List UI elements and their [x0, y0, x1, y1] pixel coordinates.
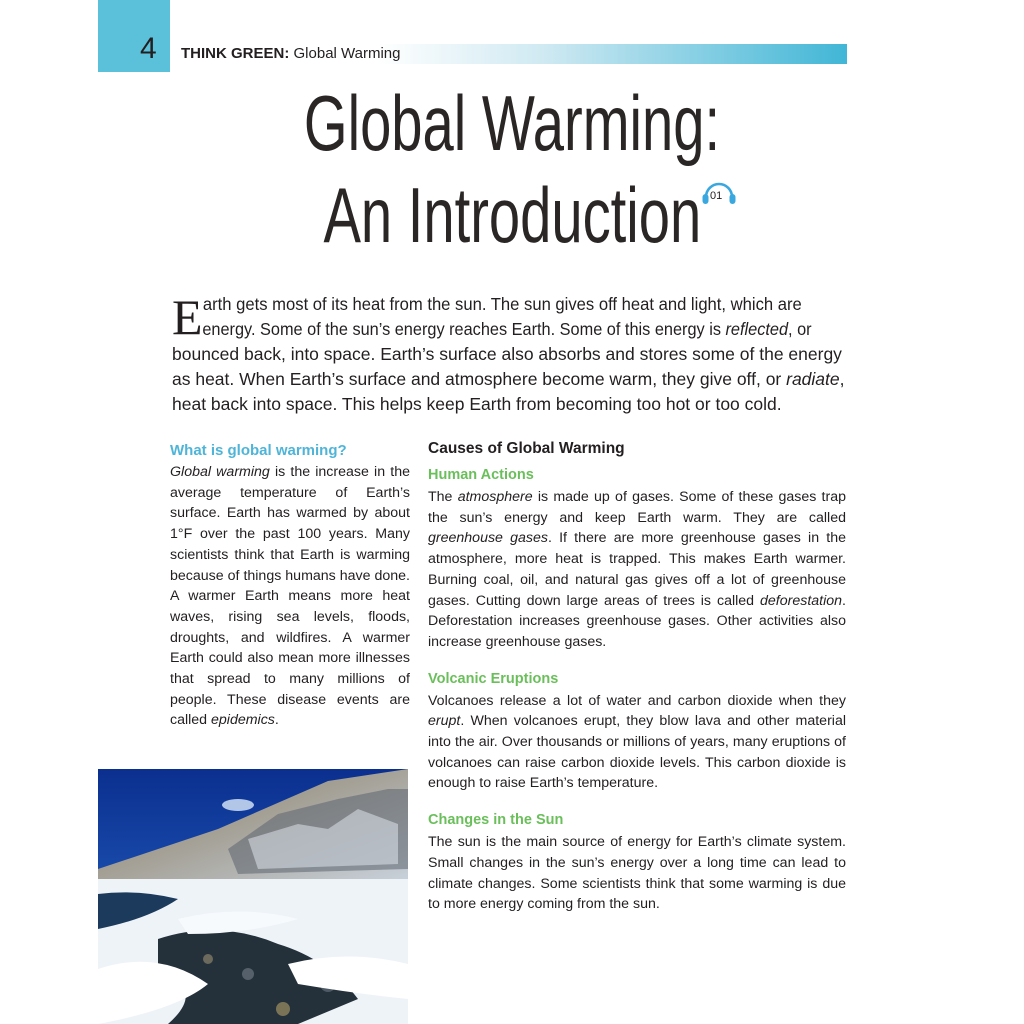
page-number-tab — [98, 0, 170, 72]
subsection-body: The atmosphere is made up of gases. Some of these gases trap the sun’s energy and keep Earth warm. They are called greenhouse gases. If there are more greenhouse gases in the atmosphere, more heat is trapped. This makes Earth warmer. Burning coal, oil, and natural gas gives off a lot of greenhouse gases. Cutting down large areas of trees is called deforestation. Deforestation increases greenhouse gases. Other activities also increase greenhouse gases. — [428, 489, 846, 650]
series-label: THINK GREEN: — [181, 45, 290, 62]
italic-term: radiate — [786, 369, 840, 389]
subsection-heading: Volcanic Eruptions — [428, 670, 559, 687]
subsection-heading: Human Actions — [428, 467, 534, 483]
series-subtitle: Global Warming — [293, 45, 401, 62]
page-title-line2: An Introduction — [323, 171, 701, 259]
italic-term: reflected — [725, 319, 789, 339]
intro-line: arth gets most of its heat from the sun. The sun gives off heat and light, which are — [202, 294, 802, 314]
section-heading: What is global warming? — [170, 442, 347, 459]
italic-term: erupt — [428, 713, 461, 730]
subsection-heading: Changes in the Sun — [428, 812, 564, 829]
causes-section — [428, 438, 846, 915]
drop-cap: E — [172, 289, 203, 345]
italic-term: greenhouse gases — [428, 530, 548, 547]
italic-term: atmosphere — [457, 489, 533, 505]
intro-line: as heat. When Earth’s surface and atmosphere become warm, they give off, or radiate, — [172, 369, 845, 389]
audio-track-number: 01 — [710, 190, 723, 202]
section-body: Global warming is the increase in the average temperature of Earth’s surface. Earth has warmed by about 1°F over the past 100 years. Many scientists think that Earth is warming because of things humans have done. A warmer Earth means more heat waves, rising sea levels, floods, droughts, and wildfires. A warmer Earth could also mean more illnesses that spread to many millions of people. These disease events are called epidemics. — [170, 464, 410, 729]
intro-line: heat back into space. This helps keep Earth from becoming too hot or too cold. — [172, 394, 782, 414]
italic-term: deforestation — [760, 592, 843, 609]
running-header — [181, 45, 401, 63]
intro-paragraph — [172, 289, 846, 417]
subsection-body: Volcanoes release a lot of water and carbon dioxide when they erupt. When volcanoes erupt, they blow lava and other material into the air. Over thousands or millions of years, many eruptions of volcanoes can raise carbon dioxide levels. This carbon dioxide is enough to raise Earth’s temperature. — [428, 692, 846, 792]
page-title-line1: Global Warming: — [303, 79, 721, 167]
intro-line: energy. Some of the sun’s energy reaches Earth. Some of this energy is reflected, or — [202, 319, 812, 339]
intro-line: bounced back, into space. Earth’s surface also absorbs and stores some of the energy — [172, 344, 842, 364]
what-is-global-warming-section — [170, 440, 410, 731]
causes-heading: Causes of Global Warming — [428, 440, 625, 457]
subsection-body: The sun is the main source of energy for Earth’s climate system. Small changes in the sun’s energy over a long time can lead to climate changes. Some scientists think that some warming is due to more energy coming from the sun. — [428, 834, 846, 913]
snowy-river-photo — [98, 769, 408, 1024]
page-number: 4 — [140, 32, 157, 65]
